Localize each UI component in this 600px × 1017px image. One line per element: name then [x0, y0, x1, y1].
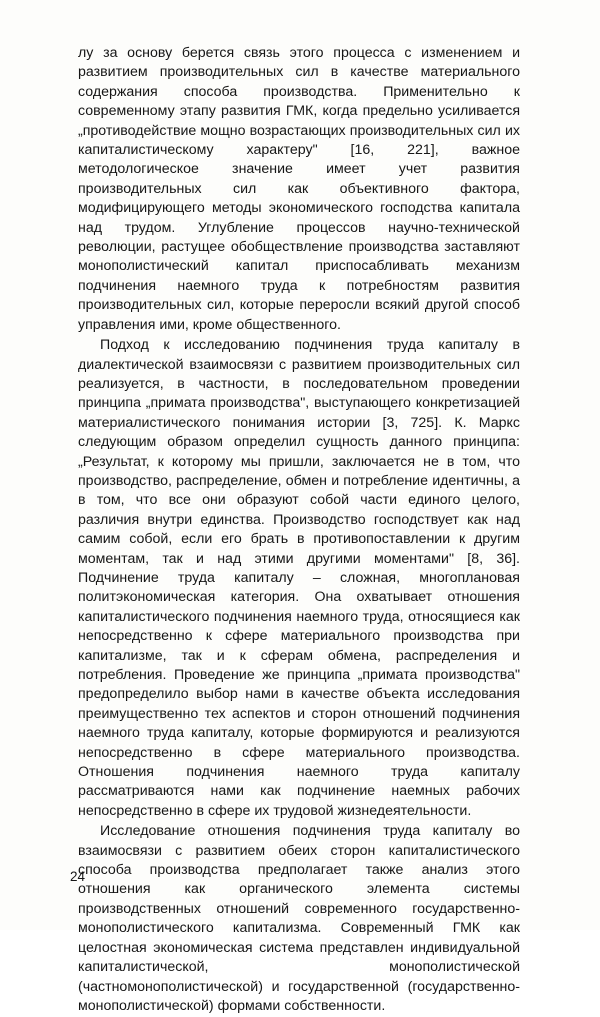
body-text: [78, 44, 520, 1017]
paragraph-1: лу за основу берется связь этого процесса с изменением и развитием производительных сил в качестве материального содержания способа производства. Применительно к современному этапу развития ГМК, когда предельно усиливается „противодействие мощно возрастающих производительных сил их капиталистическому характеру" [16, 221], важное методологическое значение имеет учет развития производительных сил как объективного фактора, модифицирующего методы экономического господства капитала над трудом. Углубление процессов научно-технической революции, растущее обобществление производства заставляют монополистический капитал приспосабливать механизм подчинения наемного труда к потребностям развития производительных сил, которые переросли всякий другой способ управления ими, кроме общественного.: [78, 45, 520, 333]
paragraph-3: Исследование отношения подчинения труда капиталу во взаимосвязи с развитием обеих сторон капиталистического способа производства предполагает также анализ этого отношения как органического элемента системы производственных отношений современного государственно-монополистического капитализма. Современный ГМК как целостная экономическая система представлен индивидуальной капиталистической, монополистической (частномонополистической) и государственной (государственно-монополистической) формами собственности.: [78, 823, 520, 1014]
paragraph-2: Подход к исследованию подчинения труда капиталу в диалектической взаимосвязи с развитием производительных сил реализуется, в частности, в последовательном проведении принципа „примата производства", выступающего конкретизацией материалистического понимания истории [3, 725]. К. Маркс следующим образом определил сущность данного принципа: „Результат, к которому мы пришли, заключается не в том, что производство, распределение, обмен и потребление идентичны, а в том, что все они образуют собой части единого целого, различия внутри единства. Производство господствует как над самим собой, если его брать в противопоставлении к другим моментам, так и над этими другими моментами" [8, 36]. Подчинение труда капиталу – сложная, многоплановая политэкономическая категория. Она охватывает отношения капиталистического подчинения наемного труда, относящиеся как непосредственно к сфере материального производства при капитализме, так и к сферам обмена, распределения и потребления. Проведение же принципа „примата производства" предопределило выбор нами в качестве объекта исследования преимущественно тех аспектов и сторон отношений подчинения наемного труда капиталу, которые формируются и реализуются непосредственно в сфере материального производства. Отношения подчинения наемного труда капиталу рассматриваются нами как подчинение наемных рабочих непосредственно в сфере их трудовой жизнедеятельности.: [78, 337, 520, 819]
page-number: 24: [70, 869, 86, 884]
